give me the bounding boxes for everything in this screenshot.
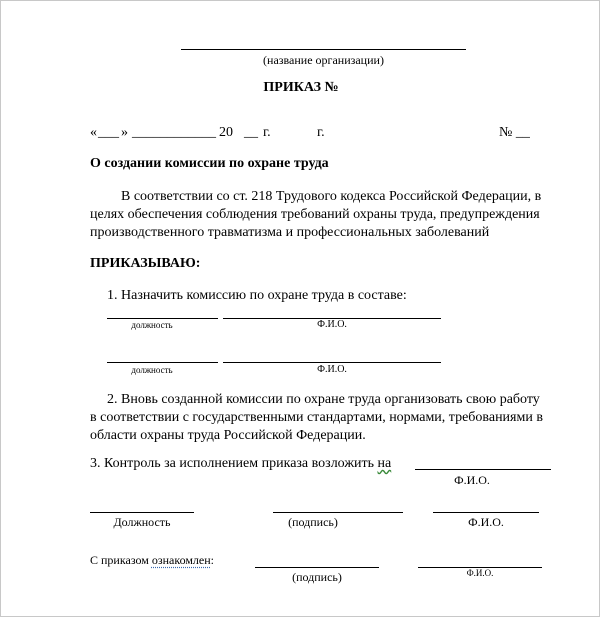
order-subject: О создании комиссии по охране труда bbox=[90, 156, 329, 171]
date-year-suffix: г. bbox=[263, 125, 271, 140]
city-suffix: г. bbox=[317, 125, 325, 140]
preamble-line-1: В соответствии со ст. 218 Трудового кодекса Российской Федерации, в bbox=[121, 189, 542, 204]
order-number-label: № __ bbox=[499, 125, 530, 140]
item-1-name-caption-1: Ф.И.О. bbox=[317, 319, 347, 330]
item-1-text: 1. Назначить комиссию по охране труда в составе: bbox=[107, 288, 407, 303]
item-3-text-na: на bbox=[377, 456, 392, 471]
item-3-name-caption: Ф.И.О. bbox=[454, 473, 490, 487]
order-title: ПРИКАЗ № bbox=[263, 80, 339, 95]
item-1-name-line-2 bbox=[223, 362, 441, 363]
signature-name-line bbox=[433, 512, 539, 513]
acknowledgement-sign-caption: (подпись) bbox=[292, 570, 342, 584]
item-3-text-main: 3. Контроль за исполнением приказа возложить bbox=[90, 456, 378, 471]
item-1-position-caption-1: должность bbox=[131, 320, 173, 330]
item-2-line-1: 2. Вновь созданной комиссии по охране труда организовать свою работу bbox=[107, 392, 540, 407]
acknowledgement-text-word: ознакомлен bbox=[151, 553, 211, 567]
date-day-blank: ___ bbox=[98, 125, 119, 140]
org-name-caption: (название организации) bbox=[263, 53, 384, 67]
item-1-position-line-2 bbox=[107, 362, 218, 363]
item-3-name-line bbox=[415, 469, 551, 470]
signature-name-caption: Ф.И.О. bbox=[468, 515, 504, 529]
item-2-line-3: области охраны труда Российской Федерации. bbox=[90, 428, 366, 443]
acknowledgement-sign-line bbox=[255, 567, 379, 568]
date-year-blank: __ bbox=[244, 125, 258, 140]
org-name-line bbox=[181, 49, 466, 50]
preamble-line-2: целях обеспечения соблюдения требований охраны труда, предупреждения bbox=[90, 207, 540, 222]
acknowledgement-text-pre: С приказом bbox=[90, 553, 152, 567]
item-1-name-caption-2: Ф.И.О. bbox=[317, 364, 347, 375]
signature-sign-line bbox=[273, 512, 403, 513]
signature-position-caption: Должность bbox=[113, 515, 171, 529]
item-1-position-line-1 bbox=[107, 318, 218, 319]
signature-sign-caption: (подпись) bbox=[288, 515, 338, 529]
item-3-text bbox=[90, 456, 391, 472]
date-close-quote: » bbox=[121, 125, 128, 140]
preamble-line-3: производственного травматизма и профессиональных заболеваний bbox=[90, 225, 490, 240]
item-2-line-2: в соответствии с государственными стандартами, нормами, требованиями в bbox=[90, 410, 543, 425]
item-1-position-caption-2: должность bbox=[131, 365, 173, 375]
date-open-quote: « bbox=[90, 125, 97, 140]
order-word: ПРИКАЗЫВАЮ: bbox=[90, 256, 201, 271]
signature-position-line bbox=[90, 512, 194, 513]
acknowledgement-name-caption: Ф.И.О. bbox=[466, 568, 494, 578]
acknowledgement-text bbox=[90, 553, 214, 568]
date-month-blank: ____________ bbox=[132, 125, 216, 140]
acknowledgement-text-post: : bbox=[210, 553, 215, 567]
date-year-prefix: 20 bbox=[219, 125, 233, 140]
